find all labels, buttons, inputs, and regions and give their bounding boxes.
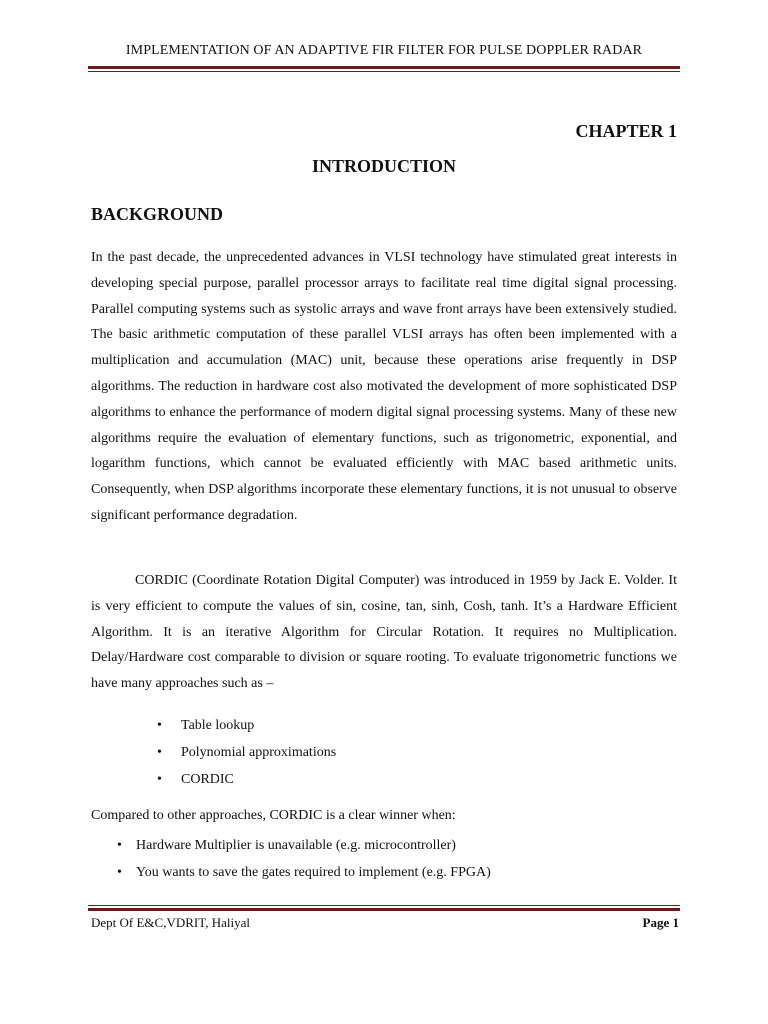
bullet-icon: • [117, 865, 122, 880]
footer-rule-thin [88, 905, 680, 906]
comparison-intro: Compared to other approaches, CORDIC is a clear winner when: [91, 808, 456, 823]
chapter-label: CHAPTER 1 [575, 121, 677, 141]
page-header-title: IMPLEMENTATION OF AN ADAPTIVE FIR FILTER FOR PULSE DOPPLER RADAR [125, 43, 643, 58]
list-item-label: Polynomial approximations [181, 745, 337, 760]
list-item [157, 716, 336, 743]
bullet-icon: • [157, 718, 162, 733]
paragraph-cordic: CORDIC (Coordinate Rotation Digital Computer) was introduced in 1959 by Jack E. Volder. It is very efficient to compute the values of sin, cosine, tan, sinh, Cosh, tanh. It’s a Hardware Efficient Algorithm. It is an iterative Algorithm for Circular Rotation. It requires no Multiplication. Delay/Hardware cost comparable to division or square rooting. To evaluate trigonometric functions we have many approaches such as – [91, 573, 677, 692]
paragraph-background: In the past decade, the unprecedented advances in VLSI technology have stimulated great interests in developing special purpose, parallel processor arrays to facilitate real time digital signal processing. Parallel computing systems such as systolic arrays and wave front arrays have been extensively studied. The basic arithmetic computation of these parallel VLSI arrays has often been implemented with a multiplication and accumulation (MAC) unit, because these operations arise frequently in DSP algorithms. The reduction in hardware cost also motivated the development of more sophisticated DSP algorithms to enhance the performance of modern digital signal processing systems. Many of these new algorithms require the evaluation of elementary functions, such as trigonometric, exponential, and logarithm functions, which cannot be evaluated efficiently with MAC based arithmetic units. Consequently, when DSP algorithms incorporate these elementary functions, it is not unusual to observe significant performance degradation. [91, 250, 677, 523]
header-rule-thin [88, 71, 680, 72]
list-item-label: Hardware Multiplier is unavailable (e.g. microcontroller) [136, 838, 456, 853]
list-item [117, 863, 491, 890]
bullet-icon: • [157, 745, 162, 760]
section-heading: BACKGROUND [91, 204, 224, 224]
list-item-label: Table lookup [181, 718, 255, 733]
footer-page-number: Page 1 [642, 915, 679, 930]
bullet-icon: • [157, 772, 162, 787]
header-rule-thick [88, 66, 680, 69]
list-item [157, 743, 336, 770]
footer-rule-thick [88, 908, 680, 911]
chapter-title: INTRODUCTION [311, 156, 457, 176]
conditions-list [117, 836, 491, 890]
list-item-label: You wants to save the gates required to implement (e.g. FPGA) [136, 865, 491, 880]
approaches-list [157, 716, 336, 797]
bullet-icon: • [117, 838, 122, 853]
list-item [117, 836, 491, 863]
list-item-label: CORDIC [181, 772, 234, 787]
footer-department: Dept Of E&C,VDRIT, Haliyal [91, 915, 250, 930]
list-item [157, 770, 336, 797]
